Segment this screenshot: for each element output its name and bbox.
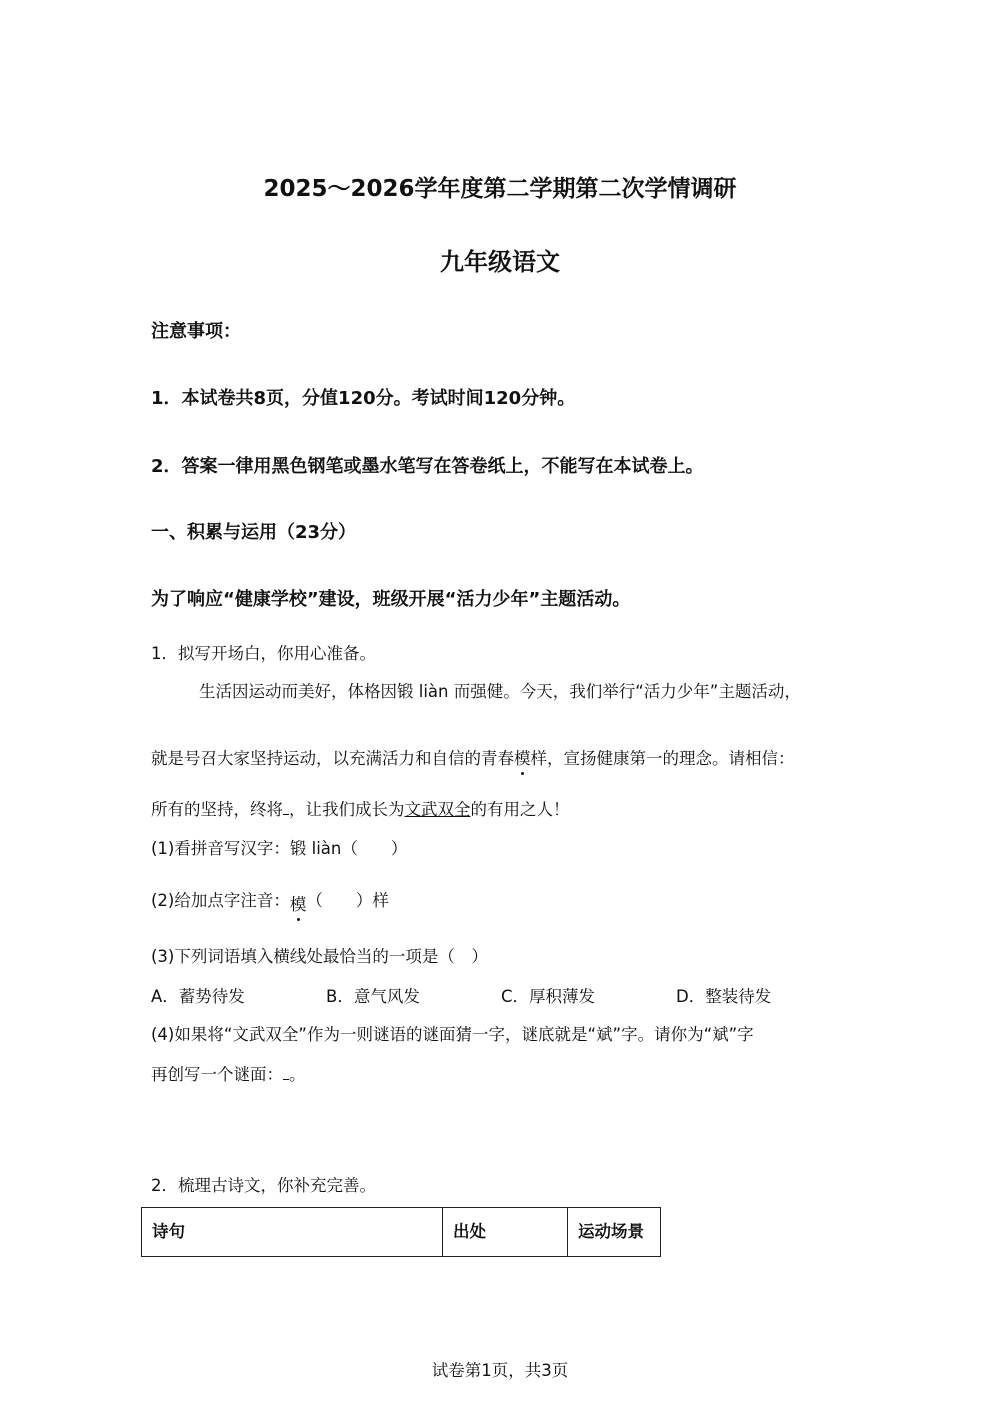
- section-heading: 一、积累与运用（23分）: [151, 522, 357, 543]
- passage-text: 所有的坚持，终将: [151, 800, 283, 819]
- sub-question-3: (3)下列词语填入横线处最恰当的一项是（ ）: [151, 947, 488, 966]
- option-d[interactable]: D．整装待发: [676, 987, 772, 1006]
- sub-question-text: (2)给加点字注音：: [151, 891, 290, 910]
- exam-title: 2025～2026学年度第二学期第二次学情调研: [263, 176, 737, 202]
- table-header-cell: 运动场景: [568, 1208, 661, 1257]
- passage-line-1: 生活因运动而美好，体格因锻 liàn 而强健。今天，我们举行“活力少年”主题活动，: [199, 682, 801, 701]
- sub-question-text: （ ）样: [306, 891, 389, 910]
- sub-question-1: (1)看拼音写汉字：锻 liàn（ ）: [151, 839, 408, 858]
- passage-line-3: [151, 796, 570, 820]
- passage-text: 就是号召大家坚持运动，以充满活力和自信的青春: [151, 749, 514, 768]
- sub-question-text: 再创写一个谜面：: [151, 1065, 283, 1084]
- table-header-row: [142, 1208, 661, 1257]
- section-intro: 为了响应“健康学校”建设，班级开展“活力少年”主题活动。: [151, 589, 631, 610]
- sub-question-4-line-2: [151, 1061, 306, 1085]
- dotted-char: 模: [514, 749, 531, 768]
- table-header-cell: 出处: [443, 1208, 568, 1257]
- passage-text: ，让我们成长为: [289, 800, 405, 819]
- poem-table: [141, 1207, 661, 1257]
- sub-question-4-line-1: (4)如果将“文武双全”作为一则谜语的谜面猜一字，谜底就是“斌”字。请你为“斌”字: [151, 1025, 754, 1044]
- notes-item-2: 2．答案一律用黑色钢笔或墨水笔写在答卷纸上，不能写在本试卷上。: [151, 456, 704, 477]
- option-c[interactable]: C．厚积薄发: [501, 987, 596, 1006]
- exam-subject: 九年级语文: [440, 248, 560, 276]
- notes-heading: 注意事项：: [151, 321, 241, 342]
- sub-question-text: 。: [289, 1065, 306, 1084]
- question-2-stem: 2．梳理古诗文，你补充完善。: [151, 1176, 376, 1195]
- sub-question-2: [151, 887, 389, 914]
- option-a[interactable]: A．蓄势待发: [151, 987, 245, 1006]
- passage-line-2: [151, 745, 795, 769]
- table-header-cell: 诗句: [142, 1208, 443, 1257]
- passage-text: 样，宣扬健康第一的理念。请相信：: [530, 749, 795, 768]
- passage-text: 的有用之人！: [470, 800, 570, 819]
- underlined-phrase: 文武双全: [404, 800, 471, 819]
- option-b[interactable]: B．意气风发: [326, 987, 420, 1006]
- question-1-stem: 1．拟写开场白，你用心准备。: [151, 644, 376, 663]
- page-footer: 试卷第1页，共3页: [431, 1361, 569, 1380]
- dotted-char: 模: [289, 895, 307, 914]
- notes-item-1: 1．本试卷共8页，分值120分。考试时间120分钟。: [151, 388, 576, 409]
